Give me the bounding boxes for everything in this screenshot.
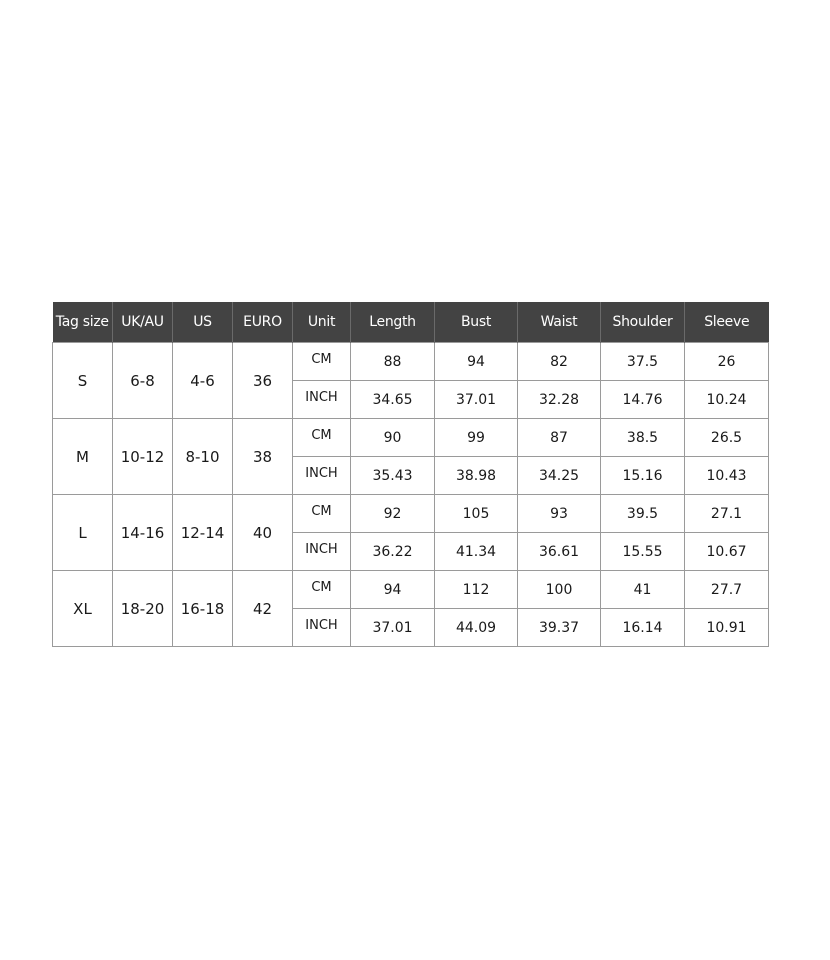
sleeve-cell: 26.5: [685, 419, 769, 457]
bust-cell: 105: [435, 495, 518, 533]
waist-cell: 87: [518, 419, 601, 457]
header-tag-size: Tag size: [53, 302, 113, 343]
header-length: Length: [351, 302, 435, 343]
header-shoulder: Shoulder: [601, 302, 685, 343]
bust-cell: 94: [435, 343, 518, 381]
waist-cell: 34.25: [518, 457, 601, 495]
sleeve-cell: 10.67: [685, 533, 769, 571]
shoulder-cell: 38.5: [601, 419, 685, 457]
sleeve-cell: 27.7: [685, 571, 769, 609]
length-cell: 94: [351, 571, 435, 609]
shoulder-cell: 16.14: [601, 609, 685, 647]
header-row: [53, 302, 769, 343]
bust-cell: 38.98: [435, 457, 518, 495]
uk-au-cell: 10-12: [113, 419, 173, 495]
length-cell: 34.65: [351, 381, 435, 419]
euro-cell: 40: [233, 495, 293, 571]
table-row: [53, 495, 769, 533]
us-cell: 16-18: [173, 571, 233, 647]
waist-cell: 100: [518, 571, 601, 609]
sleeve-cell: 10.43: [685, 457, 769, 495]
length-cell: 36.22: [351, 533, 435, 571]
shoulder-cell: 15.55: [601, 533, 685, 571]
bust-cell: 44.09: [435, 609, 518, 647]
us-cell: 4-6: [173, 343, 233, 419]
uk-au-cell: 6-8: [113, 343, 173, 419]
bust-cell: 99: [435, 419, 518, 457]
unit-cell: CM: [293, 419, 351, 457]
length-cell: 92: [351, 495, 435, 533]
length-cell: 88: [351, 343, 435, 381]
waist-cell: 32.28: [518, 381, 601, 419]
us-cell: 12-14: [173, 495, 233, 571]
shoulder-cell: 14.76: [601, 381, 685, 419]
shoulder-cell: 41: [601, 571, 685, 609]
shoulder-cell: 39.5: [601, 495, 685, 533]
length-cell: 90: [351, 419, 435, 457]
header-waist: Waist: [518, 302, 601, 343]
size-chart-table: [52, 302, 769, 647]
length-cell: 35.43: [351, 457, 435, 495]
shoulder-cell: 37.5: [601, 343, 685, 381]
tag-size-cell: XL: [53, 571, 113, 647]
us-cell: 8-10: [173, 419, 233, 495]
unit-cell: CM: [293, 495, 351, 533]
table-row: [53, 419, 769, 457]
tag-size-cell: L: [53, 495, 113, 571]
header-sleeve: Sleeve: [685, 302, 769, 343]
bust-cell: 112: [435, 571, 518, 609]
header-bust: Bust: [435, 302, 518, 343]
table-row: [53, 571, 769, 609]
tag-size-cell: M: [53, 419, 113, 495]
bust-cell: 37.01: [435, 381, 518, 419]
unit-cell: INCH: [293, 457, 351, 495]
euro-cell: 42: [233, 571, 293, 647]
euro-cell: 36: [233, 343, 293, 419]
euro-cell: 38: [233, 419, 293, 495]
unit-cell: INCH: [293, 381, 351, 419]
unit-cell: CM: [293, 571, 351, 609]
unit-cell: INCH: [293, 533, 351, 571]
header-uk-au: UK/AU: [113, 302, 173, 343]
waist-cell: 93: [518, 495, 601, 533]
unit-cell: INCH: [293, 609, 351, 647]
unit-cell: CM: [293, 343, 351, 381]
tag-size-cell: S: [53, 343, 113, 419]
uk-au-cell: 18-20: [113, 571, 173, 647]
waist-cell: 39.37: [518, 609, 601, 647]
waist-cell: 82: [518, 343, 601, 381]
length-cell: 37.01: [351, 609, 435, 647]
bust-cell: 41.34: [435, 533, 518, 571]
header-us: US: [173, 302, 233, 343]
sleeve-cell: 27.1: [685, 495, 769, 533]
uk-au-cell: 14-16: [113, 495, 173, 571]
header-unit: Unit: [293, 302, 351, 343]
sleeve-cell: 10.24: [685, 381, 769, 419]
shoulder-cell: 15.16: [601, 457, 685, 495]
sleeve-cell: 26: [685, 343, 769, 381]
table-row: [53, 343, 769, 381]
sleeve-cell: 10.91: [685, 609, 769, 647]
waist-cell: 36.61: [518, 533, 601, 571]
header-euro: EURO: [233, 302, 293, 343]
